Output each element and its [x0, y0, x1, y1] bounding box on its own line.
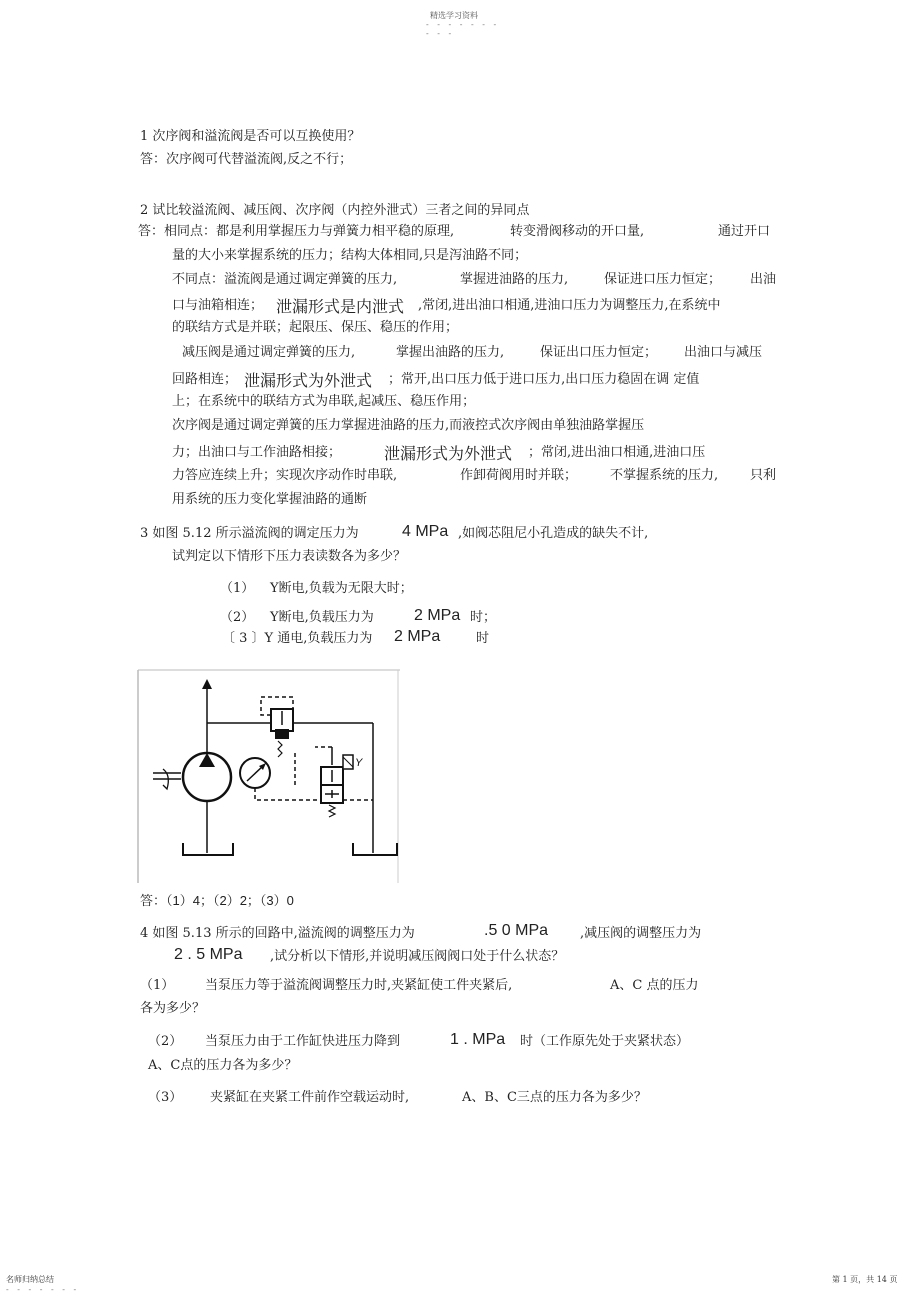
q2-line-6b: 掌握出油路的压力,	[396, 345, 505, 360]
q4-question: 4 如图 5.13 所示的回路中,溢流阀的调整压力为	[140, 926, 415, 941]
q4-question-tail: ,试分析以下情形,并说明减压阀阀口处于什么状态？	[270, 949, 565, 964]
q4-question-mid: ,减压阀的调整压力为	[580, 926, 702, 941]
q4-sub-2-line-2: A、C点的压力各为多少？	[148, 1058, 298, 1073]
q3-case-3-text: 〔 3 〕Y 通电,负载压力为	[222, 631, 373, 646]
q3-case-3-tail: 时	[476, 631, 490, 646]
q2-line-12: 用系统的压力变化掌握油路的通断	[172, 492, 368, 507]
q2-line-4c: ,常闭,进出油口相通,进油口压力为调整压力,在系统中	[418, 298, 721, 313]
solenoid-label: Y	[355, 757, 363, 769]
q2-line-4a: 口与油箱相连；	[172, 298, 264, 313]
q4-sub-2-tail: 时（工作原先处于夹紧状态）	[520, 1034, 690, 1049]
q2-leak-external-2: 泄漏形式为外泄式	[384, 444, 513, 463]
q2-leak-external-1: 泄漏形式为外泄式	[244, 371, 373, 390]
q4-sub-2-text: 当泵压力由于工作缸快进压力降到	[205, 1034, 401, 1049]
tank-right	[353, 843, 397, 855]
q4-sub-1-line-2: 各为多少？	[140, 1001, 206, 1016]
q4-relief-value: .5 0 MPa	[484, 922, 549, 939]
q3-case-2-text: Y断电,负载压力为	[270, 610, 374, 625]
q1-question: 1 次序阀和溢流阀是否可以互换使用？	[140, 129, 361, 144]
q3-case-2-tail: 时；	[470, 610, 497, 625]
q3-pressure-value: 4 MPa	[402, 523, 449, 540]
q2-line-2: 量的大小来掌握系统的压力；结构大体相同,只是泻油路不同；	[172, 248, 528, 263]
q2-line-3a: 不同点：溢流阀是通过调定弹簧的压力,	[172, 272, 398, 287]
footer-page-number: 第 1 页，共 14 页	[832, 1275, 898, 1284]
q2-line-5: 的联结方式是并联；起限压、保压、稳压的作用；	[172, 320, 459, 335]
q2-line-1c: 通过开口	[718, 224, 771, 239]
q4-sub-1-text: 当泵压力等于溢流阀调整压力时,夹紧缸使工件夹紧后,	[205, 978, 513, 993]
header-dash-line: - - - - - - -	[426, 20, 500, 29]
q2-line-11b: 作卸荷阀用时并联；	[460, 468, 578, 483]
q1-answer: 答：次序阀可代替溢流阀,反之不行；	[140, 152, 353, 167]
q2-line-6d: 出油口与减压	[684, 345, 763, 360]
q4-sub-3-text: 夹紧缸在夹紧工件前作空载运动时,	[210, 1090, 410, 1105]
q3-case-1-number: （1）	[220, 581, 255, 596]
header-dash-line-2: - - -	[426, 29, 455, 38]
q2-line-9: 次序阀是通过调定弹簧的压力掌握进油路的压力,而液控式次序阀由单独油路掌握压	[172, 418, 645, 433]
q2-line-7c: ；常开,出口压力低于进口压力,出口压力稳固在调 定值	[388, 372, 700, 387]
q4-sub-2-value: 1 . MPa	[450, 1031, 506, 1048]
q3-question-tail: ,如阀芯阻尼小孔造成的缺失不计,	[458, 526, 649, 541]
q4-sub-2-number: （2）	[148, 1034, 183, 1049]
q2-line-3c: 保证进口压力恒定；	[604, 272, 722, 287]
q2-line-1b: 转变滑阀移动的开口量,	[510, 224, 645, 239]
q2-line-7a: 回路相连；	[172, 372, 238, 387]
q2-line-8: 上；在系统中的联结方式为串联,起减压、稳压作用；	[172, 394, 476, 409]
q4-sub-3-number: （3）	[148, 1090, 183, 1105]
q2-line-1a: 答：相同点：都是利用掌握压力与弹簧力相平稳的原理,	[138, 224, 455, 239]
q2-line-10c: ；常闭,进出油口相通,进油口压	[528, 445, 706, 460]
q3-question-line-2: 试判定以下情形下压力表读数各为多少？	[172, 549, 407, 564]
q3-case-2-value: 2 MPa	[414, 607, 461, 624]
q3-answer: 答：（1）4；（2）2；（3）0	[140, 893, 294, 908]
q2-line-6a: 减压阀是通过调定弹簧的压力,	[182, 345, 356, 360]
q2-line-6c: 保证出口压力恒定；	[540, 345, 658, 360]
q4-sub-3-tail: A、B、C三点的压力各为多少？	[462, 1090, 647, 1105]
q3-case-3-value: 2 MPa	[394, 628, 441, 645]
q3-question: 3 如图 5.12 所示溢流阀的调定压力为	[140, 526, 359, 541]
footer-left-dash: - - - - - - -	[6, 1285, 80, 1294]
q2-line-3b: 掌握进油路的压力,	[460, 272, 569, 287]
q2-line-11c: 不掌握系统的压力,	[610, 468, 719, 483]
q3-case-1-text: Y断电,负载为无限大时；	[270, 581, 413, 596]
q2-question: 2 试比较溢流阀、减压阀、次序阀（内控外泄式）三者之间的异同点	[140, 203, 530, 218]
q2-line-11a: 力答应连续上升；实现次序动作时串联,	[172, 468, 398, 483]
footer-left-label: 名师归纳总结	[6, 1275, 54, 1284]
q4-reducing-value: 2 . 5 MPa	[174, 946, 243, 963]
q2-leak-internal: 泄漏形式是内泄式	[276, 297, 405, 316]
hydraulic-circuit-diagram	[135, 665, 405, 885]
q3-case-2-number: （2）	[220, 610, 255, 625]
tank-left	[183, 843, 233, 855]
page-header-title: 精选学习资料	[430, 11, 478, 20]
q2-line-3d: 出油	[750, 272, 777, 287]
q4-sub-1-tail: A、C 点的压力	[610, 978, 699, 993]
q2-line-10a: 力；出油口与工作油路相接；	[172, 445, 342, 460]
q4-sub-1-number: （1）	[140, 978, 175, 993]
q2-line-11d: 只利	[750, 468, 777, 483]
